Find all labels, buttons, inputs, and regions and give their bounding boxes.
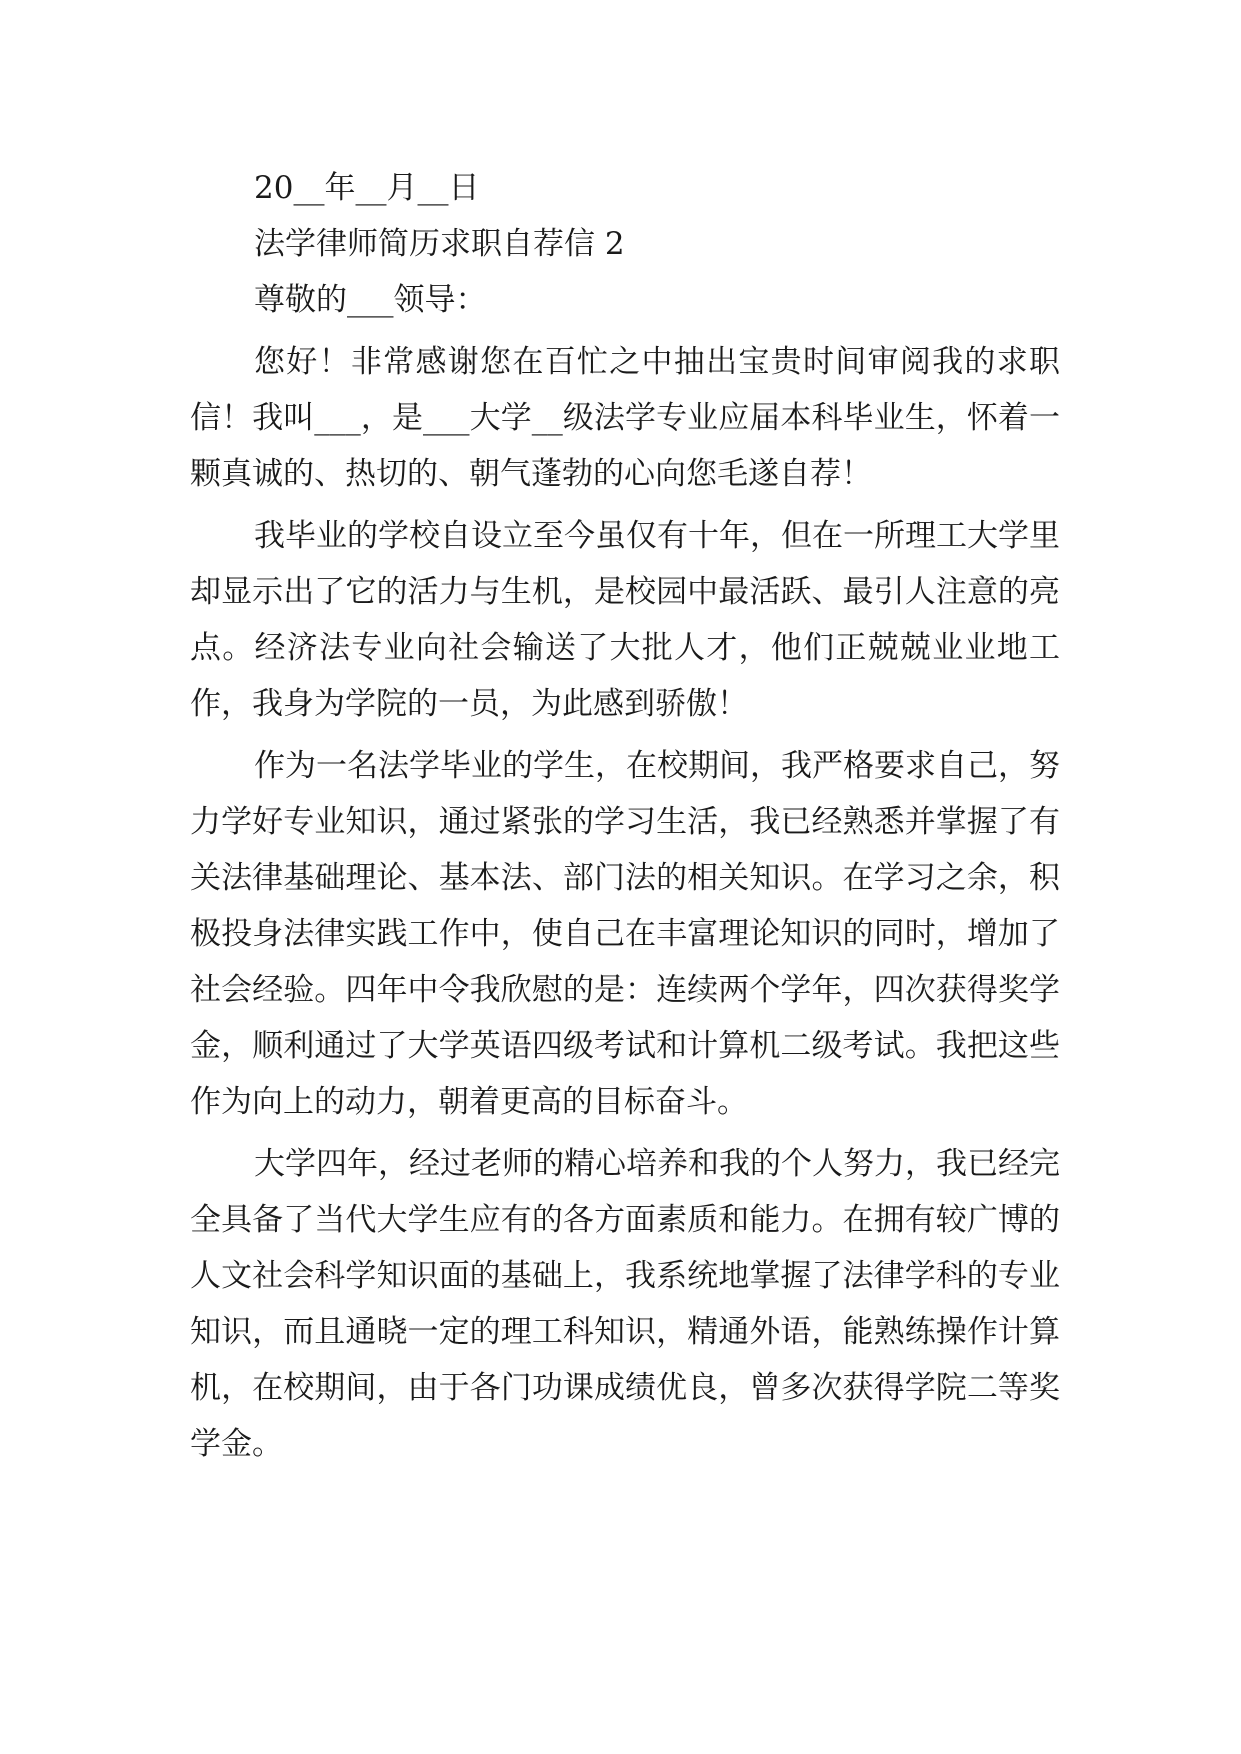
paragraph-greeting: 您好！非常感谢您在百忙之中抽出宝贵时间审阅我的求职信！我叫___，是___大学__级法学专业应届本科毕业生，怀着一颗真诚的、热切的、朝气蓬勃的心向您毛遂自荐！ <box>190 344 1060 492</box>
date-line: 20__年__月__日 <box>254 170 480 206</box>
paragraph-study: 作为一名法学毕业的学生，在校期间，我严格要求自己，努力学好专业知识，通过紧张的学习生活，我已经熟悉并掌握了有关法律基础理论、基本法、部门法的相关知识。在学习之余，积极投身法律实践工作中，使自己在丰富理论知识的同时，增加了社会经验。四年中令我欣慰的是：连续两个学年，四次获得奖学金，顺利通过了大学英语四级考试和计算机二级考试。我把这些作为向上的动力，朝着更高的目标奋斗。 <box>190 748 1060 1120</box>
letter-heading: 法学律师简历求职自荐信 2 <box>254 226 625 262</box>
paragraph-abilities: 大学四年，经过老师的精心培养和我的个人努力，我已经完全具备了当代大学生应有的各方面素质和能力。在拥有较广博的人文社会科学知识面的基础上，我系统地掌握了法律学科的专业知识，而且通晓一定的理工科知识，精通外语，能熟练操作计算机，在校期间，由于各门功课成绩优良，曾多次获得学院二等奖学金。 <box>190 1146 1060 1462</box>
paragraph-school: 我毕业的学校自设立至今虽仅有十年，但在一所理工大学里却显示出了它的活力与生机，是校园中最活跃、最引人注意的亮点。经济法专业向社会输送了大批人才，他们正兢兢业业地工作，我身为学院的一员，为此感到骄傲！ <box>190 518 1060 722</box>
salutation: 尊敬的___领导： <box>254 282 487 318</box>
letter-body <box>190 160 1060 1472</box>
